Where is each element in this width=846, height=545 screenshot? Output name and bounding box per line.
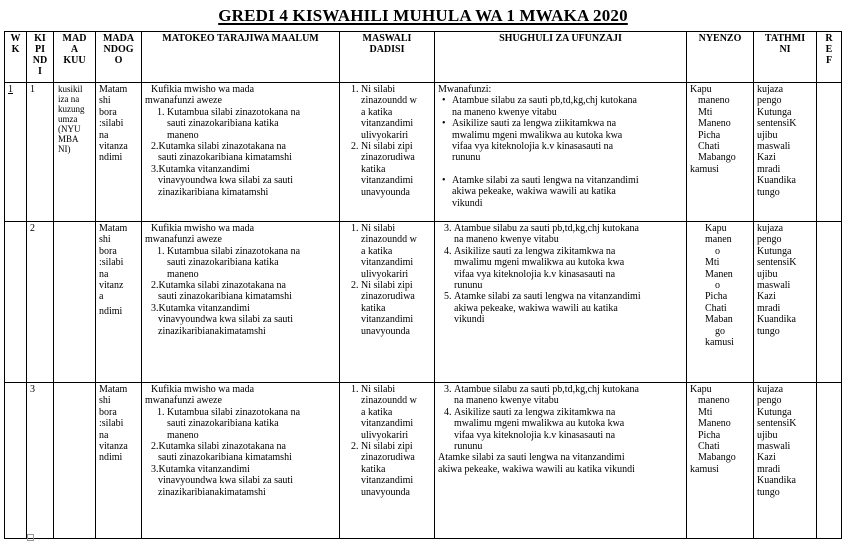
maswali-cell: 1. Ni silabi zinazoundd w a katika vitanzandimi ulivyokariri 2. Ni silabi zipi zinazorudiwa katika vitanzandimi unavyounda xyxy=(340,222,435,383)
wk-cell xyxy=(5,383,27,539)
mada-kuu-cell xyxy=(54,222,96,383)
tathmini-cell: kujaza pengo Kutunga sentensiK ujibu maswali Kazi mradi Kuandika tungo xyxy=(754,383,817,539)
scheme-of-work-table xyxy=(4,31,842,539)
kipindi-cell: 3 xyxy=(27,383,54,539)
maswali-cell: 1. Ni silabi zinazoundd w a katika vitanzandimi ulivyokariri 2. Ni silabi zipi zinazorudiwa katika vitanzandimi unavyounda xyxy=(340,383,435,539)
table-row xyxy=(5,83,842,222)
maswali-cell: 1. Ni silabi zinazoundd w a katika vitanzandimi ulivyokariri 2. Ni silabi zipi zinazorudiwa katika vitanzandimi unavyounda xyxy=(340,83,435,222)
ref-cell xyxy=(817,383,842,539)
header-mada-ndogo: MADA NDOG O xyxy=(96,32,142,83)
kipindi-cell: 1 xyxy=(27,83,54,222)
header-nyenzo: NYENZO xyxy=(687,32,754,83)
table-row xyxy=(5,222,842,383)
page-corner-marker xyxy=(27,534,34,541)
tathmini-cell: kujaza pengo Kutunga sentensiK ujibu maswali Kazi mradi Kuandika tungo xyxy=(754,222,817,383)
mada-ndogo-cell: Matam shi bora :silabi na vitanza ndimi xyxy=(96,383,142,539)
nyenzo-cell: Kapu maneno Mti Maneno Picha Chati Mabango kamusi xyxy=(687,83,754,222)
header-matokeo: MATOKEO TARAJIWA MAALUM xyxy=(142,32,340,83)
header-shughuli: SHUGHULI ZA UFUNZAJI xyxy=(435,32,687,83)
header-tathmini: TATHMI NI xyxy=(754,32,817,83)
mada-ndogo-cell: Matam shi bora :silabi na vitanza ndimi xyxy=(96,83,142,222)
ref-cell xyxy=(817,222,842,383)
page-title: GREDI 4 KISWAHILI MUHULA WA 1 MWAKA 2020 xyxy=(218,6,628,25)
tathmini-cell: kujaza pengo Kutunga sentensiK ujibu maswali Kazi mradi Kuandika tungo xyxy=(754,83,817,222)
table-row xyxy=(5,383,842,539)
shughuli-cell: Mwanafunzi: • Atambue silabu za sauti pb,td,kg,chj kutokana na maneno kwenye vitabu • Asikilize sauti za lengwa ziikitamkwa na mwalimu mgeni mwalikwa au kutoka kwa vifaa vya kiteknolojia k.v kinasasauti na rununu • Atamke silabi za sauti lengwa na vitanzandimi akiwa pekeake, wakiwa wawili au katika vikundi xyxy=(435,83,687,222)
mada-kuu-cell: kusikil iza na kuzung umza (NYU MBA NI) xyxy=(54,83,96,222)
kipindi-cell: 2 xyxy=(27,222,54,383)
header-mada-kuu: MAD A KUU xyxy=(54,32,96,83)
matokeo-cell: Kufikia mwisho wa mada mwanafunzi aweze 1. Kutambua silabi zinazotokana na sauti zinazokaribiana katika maneno 2.Kutamka silabi zinazotakana na sauti zinazokaribiana kimatamshi 3.Kutamka vitanzandimi vinavyoundwa kwa silabi za sauti zinazikaribiana kimatamshi xyxy=(142,83,340,222)
header-row xyxy=(5,32,842,83)
nyenzo-cell: Kapu maneno Mti Maneno Picha Chati Mabango kamusi xyxy=(687,383,754,539)
header-maswali: MASWALI DADISI xyxy=(340,32,435,83)
mada-kuu-cell xyxy=(54,383,96,539)
mada-ndogo-cell: Matam shi bora :silabi na vitanz a ndimi xyxy=(96,222,142,383)
header-ref: R E F xyxy=(817,32,842,83)
header-wk: W K xyxy=(5,32,27,83)
wk-cell: 1 xyxy=(5,83,27,222)
shughuli-cell: 3. Atambue silabu za sauti pb,td,kg,chj kutokana na maneno kwenye vitabu 4. Asikilize sauti za lengwa zikitamkwa na mwalimu mgeni mwalikwa au kutoka kwa vifaa vya kiteknolojia k.v kinasasauti na rununu Atamke silabi za sauti lengwa na vitanzandimi akiwa pekeake, wakiwa wawili au katika vikundi xyxy=(435,383,687,539)
matokeo-cell: Kufikia mwisho wa mada mwanafunzi aweze 1. Kutambua silabi zinazotokana na sauti zinazokaribiana katika maneno 2.Kutamka silabi zinazotakana na sauti zinazokaribiana kimatamshi 3.Kutamka vitanzandimi vinavyoundwa kwa silabi za sauti zinazikaribianakimatamshi xyxy=(142,222,340,383)
shughuli-cell: 3. Atambue silabu za sauti pb,td,kg,chj kutokana na maneno kwenye vitabu 4. Asikilize sauti za lengwa zikitamkwa na mwalimu mgeni mwalikwa au kutoka kwa vifaa vya kiteknolojia k.v kinasasauti na rununu 5. Atamke silabi za sauti lengwa na vitanzandimi akiwa pekeake, wakiwa wawili au katika vikundi xyxy=(435,222,687,383)
nyenzo-cell: Kapu manen o Mti Manen o Picha Chati Maban go kamusi xyxy=(687,222,754,383)
matokeo-cell: Kufikia mwisho wa mada mwanafunzi aweze 1. Kutambua silabi zinazotokana na sauti zinazokaribiana katika maneno 2.Kutamka silabi zinazotakana na sauti zinazokaribiana kimatamshi 3.Kutamka vitanzandimi vinavyoundwa kwa silabi za sauti zinazikaribianakimatamshi xyxy=(142,383,340,539)
wk-cell xyxy=(5,222,27,383)
ref-cell xyxy=(817,83,842,222)
header-kipindi: KI PI ND I xyxy=(27,32,54,83)
